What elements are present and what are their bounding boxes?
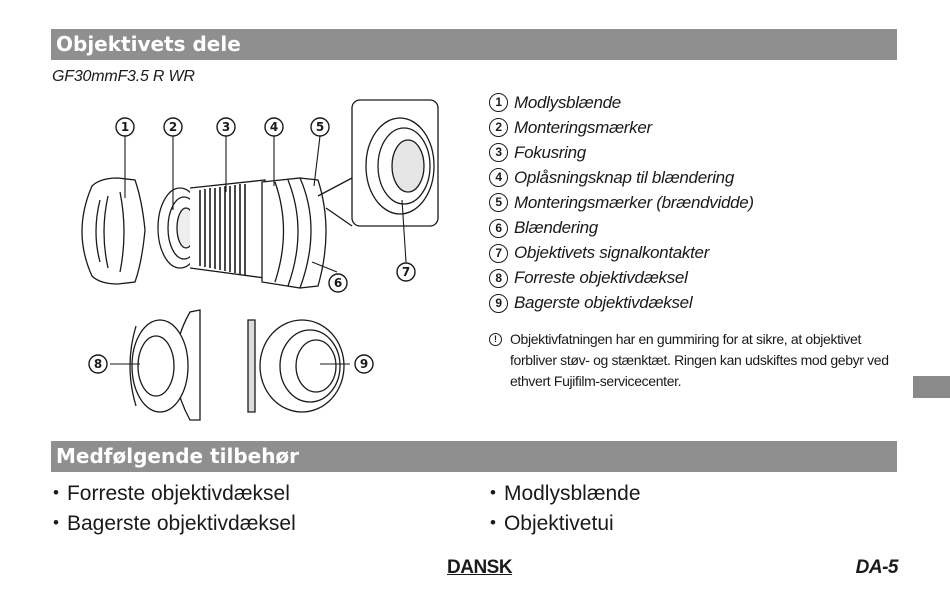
accessory-item: • Forreste objektivdæksel — [53, 478, 296, 508]
part-label: Fokusring — [514, 142, 586, 162]
svg-text:6: 6 — [333, 276, 343, 290]
page-number: DA-5 — [855, 557, 898, 578]
svg-text:2: 2 — [168, 120, 178, 134]
diagram-marker-2 — [164, 118, 182, 136]
part-item — [489, 165, 754, 190]
section-heading-parts: Objektivets dele — [51, 29, 897, 60]
part-label: Modlysblænde — [514, 92, 621, 112]
part-number: 5 — [489, 193, 508, 212]
accessories-list-left — [53, 478, 296, 538]
diagram-marker-6 — [329, 274, 347, 292]
diagram-marker-4 — [265, 118, 283, 136]
diagram-marker-7 — [397, 263, 415, 281]
diagram-marker-1 — [116, 118, 134, 136]
lens-diagram — [60, 95, 460, 430]
diagram-marker-3 — [217, 118, 235, 136]
accessory-item: • Modlysblænde — [490, 478, 641, 508]
diagram-marker-8 — [89, 355, 107, 373]
part-number: 7 — [489, 244, 508, 263]
part-number: 4 — [489, 168, 508, 187]
part-label: Bagerste objektivdæksel — [514, 293, 693, 313]
svg-text:9: 9 — [359, 357, 369, 371]
caution-note — [489, 329, 899, 392]
lens-model: GF30mmF3.5 R WR — [52, 68, 195, 85]
section-tab — [913, 376, 950, 398]
svg-text:1: 1 — [120, 120, 130, 134]
part-number: 6 — [489, 219, 508, 238]
accessories-list-right — [490, 478, 641, 538]
part-item — [489, 266, 754, 291]
svg-text:3: 3 — [221, 120, 231, 134]
diagram-marker-5 — [311, 118, 329, 136]
accessory-item: • Bagerste objektivdæksel — [53, 508, 296, 538]
part-label: Forreste objektivdæksel — [514, 268, 688, 288]
svg-text:8: 8 — [93, 357, 103, 371]
section-heading-accessories: Medfølgende tilbehør — [51, 441, 897, 472]
caution-text: Objektivfatningen har en gummiring for at sikre, at objektivet forbliver støv- og stænktæt. Ringen kan udskiftes mod gebyr ved ethvert Fujifilm-servicecenter. — [510, 331, 889, 389]
part-label: Monteringsmærker (brændvidde) — [514, 192, 754, 212]
part-item — [489, 291, 754, 316]
part-number: 8 — [489, 269, 508, 288]
part-number: 9 — [489, 294, 508, 313]
part-item — [489, 241, 754, 266]
svg-text:5: 5 — [315, 120, 325, 134]
part-item — [489, 90, 754, 115]
part-label: Oplåsningsknap til blændering — [514, 167, 734, 187]
part-label: Blændering — [514, 218, 598, 238]
part-number: 2 — [489, 118, 508, 137]
svg-text:4: 4 — [269, 120, 279, 134]
part-number: 3 — [489, 143, 508, 162]
part-number: 1 — [489, 93, 508, 112]
part-label: Monteringsmærker — [514, 117, 652, 137]
diagram-marker-9 — [355, 355, 373, 373]
parts-list — [489, 90, 754, 316]
part-item — [489, 190, 754, 215]
part-item — [489, 115, 754, 140]
accessory-item: • Objektivetui — [490, 508, 641, 538]
part-item — [489, 140, 754, 165]
footer-language: DANSK — [447, 557, 513, 578]
caution-icon: ! — [489, 333, 502, 346]
svg-text:7: 7 — [401, 265, 411, 279]
part-label: Objektivets signalkontakter — [514, 243, 710, 263]
part-item — [489, 215, 754, 240]
